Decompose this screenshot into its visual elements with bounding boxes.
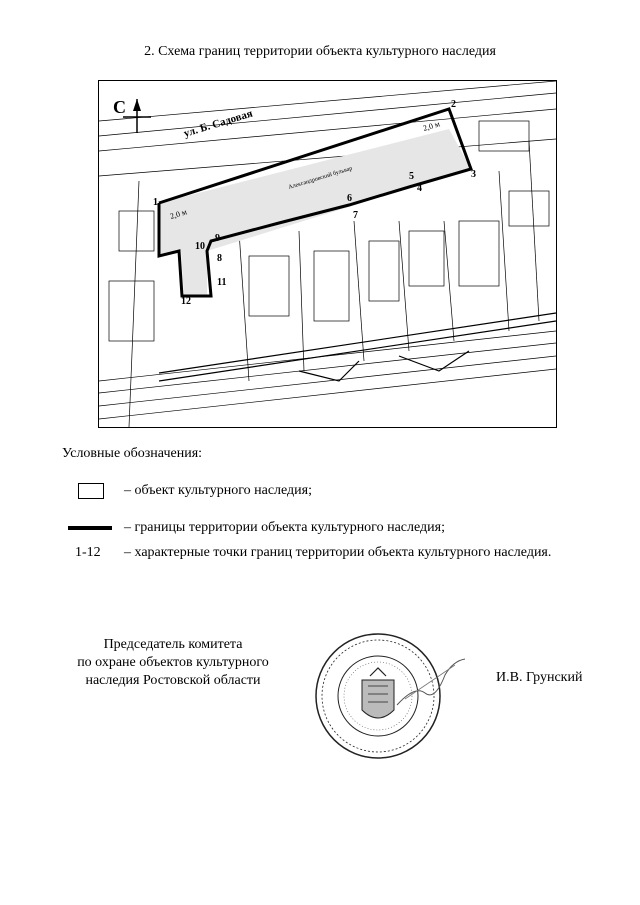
point-label: 2: [451, 99, 456, 110]
signatory-position: [58, 636, 288, 690]
page-title: 2. Схема границ территории объекта культурного наследия: [144, 44, 496, 59]
site-plan-svg: [99, 81, 556, 427]
point-label: 7: [353, 210, 358, 221]
legend-symbol: [62, 518, 120, 540]
points-range-symbol: 1-12: [75, 545, 101, 560]
handwritten-signature-icon: [395, 655, 475, 715]
legend-item-points: [62, 543, 622, 565]
point-label: 1: [153, 197, 158, 208]
dimension-label-left: 2,0 м: [168, 207, 188, 221]
legend-symbol: [62, 481, 120, 503]
point-label: 9: [215, 233, 220, 244]
point-label: 5: [409, 171, 414, 182]
north-arrow-icon: [123, 99, 151, 133]
position-line: по охране объектов культурного: [77, 655, 269, 670]
legend-item-boundary: [62, 518, 622, 540]
position-line: наследия Ростовской области: [85, 673, 261, 688]
object-box-symbol: [78, 483, 104, 499]
street-network: [159, 313, 556, 381]
legend-heading: Условные обозначения:: [62, 446, 203, 461]
point-label: 6: [347, 193, 352, 204]
legend-text: – характерные точки границ территории объекта культурного наследия.: [124, 545, 552, 560]
boundary-line-symbol: [68, 526, 112, 530]
point-label: 3: [471, 169, 476, 180]
legend-symbol: [62, 543, 120, 565]
point-label: 12: [181, 296, 191, 307]
site-plan-map: [98, 80, 557, 428]
street-label: ул. Б. Садовая: [182, 107, 255, 140]
legend-text: – объект культурного наследия;: [124, 483, 312, 498]
object-label: Александровский бульвар: [287, 165, 354, 191]
point-label: 11: [217, 277, 227, 288]
point-label: 8: [217, 253, 222, 264]
signatory-name: И.В. Грунский: [496, 670, 583, 685]
north-label: С: [113, 97, 126, 117]
point-label: 4: [417, 183, 422, 194]
dimension-label-top: 2,0 м: [421, 119, 441, 133]
point-label: 10: [195, 241, 205, 252]
legend-item-object: [62, 481, 622, 503]
position-line: Председатель комитета: [103, 637, 243, 652]
legend-text: – границы территории объекта культурного наследия;: [124, 520, 445, 535]
